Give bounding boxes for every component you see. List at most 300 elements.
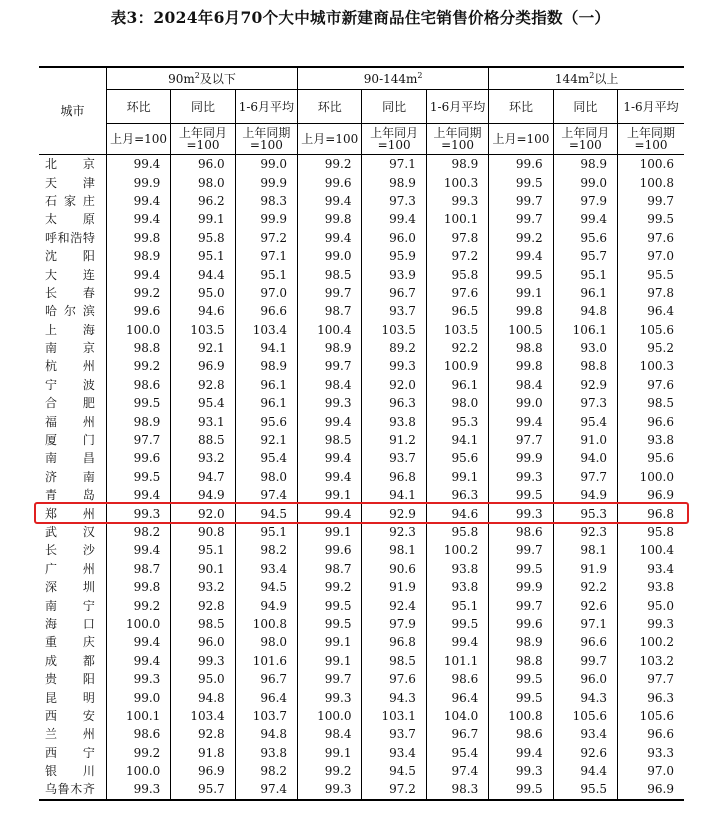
- index-value-cell: 99.5: [489, 670, 553, 688]
- index-value-cell: 99.4: [553, 210, 617, 228]
- index-value-cell: 95.8: [171, 229, 235, 247]
- index-value-cell: 98.1: [362, 541, 426, 559]
- base-period-header: 上年同期=100: [618, 124, 684, 155]
- index-value-cell: 97.6: [426, 284, 488, 302]
- index-value-cell: 92.9: [553, 376, 617, 394]
- index-value-cell: 96.4: [235, 688, 297, 706]
- metric-header: 1-6月平均: [235, 90, 297, 124]
- index-value-cell: 98.4: [489, 376, 553, 394]
- index-value-cell: 99.5: [106, 468, 170, 486]
- city-cell: 上海: [39, 321, 106, 339]
- index-value-cell: 103.5: [426, 321, 488, 339]
- index-value-cell: 99.0: [298, 247, 362, 265]
- index-value-cell: 103.4: [235, 321, 297, 339]
- index-value-cell: 99.4: [298, 192, 362, 210]
- index-value-cell: 96.9: [171, 357, 235, 375]
- index-value-cell: 93.8: [235, 744, 297, 762]
- table-row: [39, 339, 684, 357]
- index-value-cell: 95.8: [426, 523, 488, 541]
- index-value-cell: 92.8: [171, 376, 235, 394]
- index-value-cell: 98.4: [298, 376, 362, 394]
- index-value-cell: 93.7: [362, 302, 426, 320]
- index-value-cell: 95.2: [647, 341, 674, 356]
- index-value-cell: 95.5: [553, 780, 617, 799]
- city-cell: 贵阳: [39, 670, 106, 688]
- index-value-cell: 96.7: [362, 284, 426, 302]
- index-value-cell: 99.1: [426, 468, 488, 486]
- index-value-cell: 99.7: [647, 193, 674, 208]
- index-value-cell: 97.1: [553, 615, 617, 633]
- index-value-cell: 99.8: [489, 302, 553, 320]
- index-value-cell: 98.7: [298, 560, 362, 578]
- table-row: [39, 229, 684, 247]
- index-value-cell: 99.4: [106, 541, 170, 559]
- index-value-cell: 99.1: [298, 633, 362, 651]
- index-value-cell: 99.7: [489, 210, 553, 228]
- table-row: [39, 210, 684, 228]
- index-value-cell: 93.2: [171, 449, 235, 467]
- index-value-cell: 95.6: [426, 449, 488, 467]
- metric-header: 同比: [171, 90, 235, 124]
- index-value-cell: 96.9: [647, 488, 674, 503]
- city-cell: 昆明: [39, 688, 106, 706]
- index-value-cell: 94.9: [235, 596, 297, 614]
- index-value-cell: 95.1: [553, 265, 617, 283]
- index-value-cell: 92.4: [362, 596, 426, 614]
- base-period-header: 上月=100: [489, 124, 553, 155]
- index-value-cell: 106.1: [553, 321, 617, 339]
- index-value-cell: 92.3: [553, 523, 617, 541]
- index-value-cell: 95.0: [647, 598, 674, 613]
- index-value-cell: 96.6: [647, 414, 674, 429]
- index-value-cell: 95.6: [553, 229, 617, 247]
- index-value-cell: 97.1: [235, 247, 297, 265]
- index-value-cell: 93.4: [362, 744, 426, 762]
- table-row: [39, 321, 684, 339]
- index-value-cell: 93.8: [426, 578, 488, 596]
- index-value-cell: 96.4: [647, 304, 674, 319]
- index-value-cell: 98.2: [235, 541, 297, 559]
- index-value-cell: 96.3: [426, 486, 488, 504]
- index-value-cell: 96.0: [171, 155, 235, 174]
- metric-header: 1-6月平均: [426, 90, 488, 124]
- index-value-cell: 92.1: [235, 431, 297, 449]
- index-value-cell: 93.8: [426, 560, 488, 578]
- index-value-cell: 96.5: [426, 302, 488, 320]
- index-value-cell: 99.5: [489, 265, 553, 283]
- index-value-cell: 98.6: [489, 523, 553, 541]
- index-value-cell: 97.1: [362, 155, 426, 174]
- index-value-cell: 91.9: [362, 578, 426, 596]
- index-value-cell: 96.8: [647, 506, 674, 521]
- index-value-cell: 99.3: [489, 504, 553, 522]
- index-value-cell: 99.7: [489, 596, 553, 614]
- index-value-cell: 98.3: [426, 780, 488, 799]
- index-value-cell: 91.0: [553, 431, 617, 449]
- index-value-cell: 94.1: [235, 339, 297, 357]
- index-value-cell: 99.4: [106, 486, 170, 504]
- index-value-cell: 99.9: [489, 449, 553, 467]
- index-value-cell: 100.0: [106, 615, 170, 633]
- city-cell: 青岛: [39, 486, 106, 504]
- index-value-cell: 95.4: [553, 412, 617, 430]
- index-value-cell: 99.4: [106, 633, 170, 651]
- index-value-cell: 96.8: [362, 468, 426, 486]
- index-value-cell: 105.6: [639, 708, 674, 723]
- index-value-cell: 98.0: [171, 173, 235, 191]
- index-value-cell: 96.6: [553, 633, 617, 651]
- index-value-cell: 99.4: [489, 412, 553, 430]
- index-value-cell: 94.6: [426, 504, 488, 522]
- index-value-cell: 92.0: [171, 504, 235, 522]
- index-value-cell: 93.8: [362, 412, 426, 430]
- index-value-cell: 93.7: [362, 725, 426, 743]
- city-cell: 深圳: [39, 578, 106, 596]
- index-value-cell: 100.8: [639, 175, 674, 190]
- table-row: [39, 173, 684, 191]
- city-column-header: 城市: [39, 67, 106, 155]
- city-cell: 济南: [39, 468, 106, 486]
- table-row: [39, 578, 684, 596]
- index-value-cell: 100.9: [426, 357, 488, 375]
- index-value-cell: 96.9: [171, 762, 235, 780]
- city-cell: 厦门: [39, 431, 106, 449]
- index-value-cell: 97.2: [426, 247, 488, 265]
- index-value-cell: 98.6: [489, 725, 553, 743]
- city-cell: 福州: [39, 412, 106, 430]
- index-value-cell: 97.7: [647, 672, 674, 687]
- index-value-cell: 99.0: [106, 688, 170, 706]
- index-value-cell: 96.3: [647, 690, 674, 705]
- index-value-cell: 95.1: [235, 523, 297, 541]
- index-value-cell: 92.0: [362, 376, 426, 394]
- index-value-cell: 100.6: [639, 157, 674, 172]
- base-period-header: 上年同月=100: [553, 124, 617, 155]
- index-value-cell: 98.6: [106, 725, 170, 743]
- index-value-cell: 96.1: [235, 394, 297, 412]
- index-value-cell: 104.0: [426, 707, 488, 725]
- index-value-cell: 94.4: [553, 762, 617, 780]
- table-row: [39, 192, 684, 210]
- index-value-cell: 97.6: [647, 377, 674, 392]
- index-value-cell: 97.0: [235, 284, 297, 302]
- city-cell: 天津: [39, 173, 106, 191]
- index-value-cell: 99.8: [489, 357, 553, 375]
- index-value-cell: 99.6: [298, 541, 362, 559]
- index-value-cell: 103.2: [639, 653, 674, 668]
- city-cell: 兰州: [39, 725, 106, 743]
- base-period-header: 上年同月=100: [362, 124, 426, 155]
- index-value-cell: 95.0: [171, 284, 235, 302]
- index-value-cell: 99.5: [426, 615, 488, 633]
- index-value-cell: 98.5: [298, 265, 362, 283]
- index-value-cell: 95.8: [647, 525, 674, 539]
- index-value-cell: 99.4: [426, 633, 488, 651]
- index-value-cell: 97.7: [106, 431, 170, 449]
- index-value-cell: 98.3: [235, 192, 297, 210]
- base-period-header: 上年同期=100: [426, 124, 488, 155]
- group-header-90-144: $90-144m^2$: [298, 67, 489, 90]
- index-value-cell: 94.7: [171, 468, 235, 486]
- index-value-cell: 97.6: [362, 670, 426, 688]
- index-value-cell: 100.3: [639, 359, 674, 374]
- metric-header: 环比: [489, 90, 553, 124]
- index-value-cell: 91.2: [362, 431, 426, 449]
- index-value-cell: 99.5: [298, 615, 362, 633]
- index-value-cell: 92.2: [553, 578, 617, 596]
- city-cell: 武汉: [39, 523, 106, 541]
- table-row: [39, 302, 684, 320]
- table-row: [39, 449, 684, 467]
- index-value-cell: 96.1: [426, 376, 488, 394]
- index-value-cell: 90.1: [171, 560, 235, 578]
- index-value-cell: 99.0: [235, 155, 297, 174]
- index-value-cell: 96.3: [362, 394, 426, 412]
- index-value-cell: 97.2: [362, 780, 426, 799]
- table-row: [39, 468, 684, 486]
- table-row: [39, 762, 684, 780]
- index-value-cell: 99.9: [489, 578, 553, 596]
- index-value-cell: 100.5: [489, 321, 553, 339]
- index-value-cell: 95.4: [171, 394, 235, 412]
- base-period-header: 上月=100: [298, 124, 362, 155]
- index-value-cell: 99.2: [298, 155, 362, 174]
- index-value-cell: 99.0: [553, 173, 617, 191]
- table-row: [39, 394, 684, 412]
- index-value-cell: 99.1: [298, 652, 362, 670]
- index-value-cell: 97.3: [553, 394, 617, 412]
- index-value-cell: 91.8: [171, 744, 235, 762]
- index-value-cell: 92.6: [553, 596, 617, 614]
- group-header-under-90: $90m^2$及以下: [106, 67, 297, 90]
- index-value-cell: 99.3: [298, 688, 362, 706]
- index-value-cell: 99.4: [489, 744, 553, 762]
- index-value-cell: 99.3: [298, 780, 362, 799]
- table-row: [39, 560, 684, 578]
- index-value-cell: 98.8: [489, 339, 553, 357]
- index-value-cell: 97.8: [647, 285, 674, 300]
- index-value-cell: 99.4: [106, 652, 170, 670]
- index-value-cell: 95.7: [553, 247, 617, 265]
- index-value-cell: 96.0: [362, 229, 426, 247]
- index-value-cell: 98.9: [362, 173, 426, 191]
- index-value-cell: 100.2: [426, 541, 488, 559]
- index-value-cell: 95.6: [647, 451, 674, 466]
- index-value-cell: 100.1: [426, 210, 488, 228]
- index-value-cell: 97.7: [489, 431, 553, 449]
- index-value-cell: 96.0: [553, 670, 617, 688]
- index-value-cell: 103.5: [171, 321, 235, 339]
- index-value-cell: 95.4: [426, 744, 488, 762]
- index-value-cell: 99.1: [171, 210, 235, 228]
- index-value-cell: 94.8: [171, 688, 235, 706]
- index-value-cell: 99.7: [489, 541, 553, 559]
- index-value-cell: 94.1: [362, 486, 426, 504]
- index-value-cell: 99.2: [298, 578, 362, 596]
- index-value-cell: 99.4: [489, 247, 553, 265]
- index-value-cell: 103.1: [362, 707, 426, 725]
- index-value-cell: 98.2: [235, 762, 297, 780]
- index-value-cell: 97.2: [235, 229, 297, 247]
- index-value-cell: 96.2: [171, 192, 235, 210]
- table-row: [39, 652, 684, 670]
- city-cell: 合肥: [39, 394, 106, 412]
- metric-header: 同比: [362, 90, 426, 124]
- index-value-cell: 100.8: [235, 615, 297, 633]
- index-value-cell: 98.0: [235, 468, 297, 486]
- index-value-cell: 99.4: [106, 265, 170, 283]
- table-row: [39, 523, 684, 541]
- index-value-cell: 94.8: [553, 302, 617, 320]
- index-value-cell: 95.9: [362, 247, 426, 265]
- table-row: [39, 633, 684, 651]
- index-value-cell: 95.1: [171, 247, 235, 265]
- index-value-cell: 93.1: [171, 412, 235, 430]
- index-value-cell: 99.6: [489, 155, 553, 174]
- page-title: 表3：2024年6月70个大中城市新建商品住宅销售价格分类指数（一）: [110, 8, 611, 27]
- index-value-cell: 99.7: [553, 652, 617, 670]
- index-value-cell: 99.5: [489, 173, 553, 191]
- index-value-cell: 99.6: [298, 173, 362, 191]
- city-cell: 郑州: [39, 504, 106, 522]
- index-value-cell: 94.0: [553, 449, 617, 467]
- index-value-cell: 99.3: [106, 670, 170, 688]
- index-value-cell: 98.9: [489, 633, 553, 651]
- index-value-cell: 101.6: [235, 652, 297, 670]
- table-row: [39, 596, 684, 614]
- index-value-cell: 98.7: [298, 302, 362, 320]
- table-row: [39, 431, 684, 449]
- index-value-cell: 92.8: [171, 596, 235, 614]
- index-value-cell: 96.0: [171, 633, 235, 651]
- index-value-cell: 100.8: [489, 707, 553, 725]
- price-index-table: [39, 66, 684, 801]
- index-value-cell: 100.0: [639, 469, 674, 484]
- index-value-cell: 92.8: [171, 725, 235, 743]
- index-value-cell: 98.8: [489, 652, 553, 670]
- index-value-cell: 97.8: [426, 229, 488, 247]
- index-value-cell: 97.6: [647, 230, 674, 245]
- index-value-cell: 99.5: [298, 596, 362, 614]
- index-value-cell: 99.6: [106, 449, 170, 467]
- index-value-cell: 97.7: [553, 468, 617, 486]
- city-cell: 南昌: [39, 449, 106, 467]
- index-value-cell: 98.1: [553, 541, 617, 559]
- index-value-cell: 97.0: [647, 249, 674, 264]
- index-value-cell: 99.7: [298, 357, 362, 375]
- index-value-cell: 93.9: [362, 265, 426, 283]
- table-row: [39, 670, 684, 688]
- index-value-cell: 95.7: [171, 780, 235, 799]
- index-value-cell: 98.9: [106, 247, 170, 265]
- index-value-cell: 96.6: [647, 727, 674, 742]
- city-cell: 长沙: [39, 541, 106, 559]
- table-row: [39, 707, 684, 725]
- index-value-cell: 94.1: [426, 431, 488, 449]
- index-value-cell: 98.2: [106, 523, 170, 541]
- index-value-cell: 95.1: [171, 541, 235, 559]
- index-value-cell: 95.6: [235, 412, 297, 430]
- index-value-cell: 99.2: [106, 744, 170, 762]
- city-cell: 海口: [39, 615, 106, 633]
- index-value-cell: 93.3: [647, 745, 674, 760]
- index-value-cell: 99.2: [489, 229, 553, 247]
- city-cell: 杭州: [39, 357, 106, 375]
- index-value-cell: 100.0: [298, 707, 362, 725]
- index-value-cell: 98.5: [362, 652, 426, 670]
- table-row: [39, 247, 684, 265]
- index-value-cell: 99.2: [298, 762, 362, 780]
- index-value-cell: 96.1: [553, 284, 617, 302]
- index-value-cell: 94.5: [235, 578, 297, 596]
- index-value-cell: 96.7: [235, 670, 297, 688]
- index-value-cell: 98.4: [298, 725, 362, 743]
- index-value-cell: 91.9: [553, 560, 617, 578]
- index-value-cell: 94.3: [362, 688, 426, 706]
- table-row: [39, 615, 684, 633]
- index-value-cell: 99.4: [298, 468, 362, 486]
- index-value-cell: 99.1: [489, 284, 553, 302]
- index-value-cell: 93.4: [647, 561, 674, 576]
- city-cell: 北京: [39, 155, 106, 174]
- index-value-cell: 99.5: [489, 560, 553, 578]
- index-value-cell: 94.9: [553, 486, 617, 504]
- index-value-cell: 99.1: [298, 486, 362, 504]
- index-value-cell: 94.4: [171, 265, 235, 283]
- index-value-cell: 98.7: [106, 560, 170, 578]
- index-value-cell: 92.1: [171, 339, 235, 357]
- index-value-cell: 94.5: [235, 504, 297, 522]
- index-value-cell: 99.3: [489, 468, 553, 486]
- index-value-cell: 99.5: [489, 688, 553, 706]
- index-value-cell: 99.8: [106, 229, 170, 247]
- city-cell: 宁波: [39, 376, 106, 394]
- index-value-cell: 99.6: [489, 615, 553, 633]
- index-value-cell: 103.4: [171, 707, 235, 725]
- index-value-cell: 100.4: [298, 321, 362, 339]
- index-value-cell: 98.5: [647, 396, 674, 411]
- index-value-cell: 99.4: [298, 504, 362, 522]
- city-cell: 大连: [39, 265, 106, 283]
- index-value-cell: 98.6: [106, 376, 170, 394]
- index-value-cell: 95.1: [426, 596, 488, 614]
- index-value-cell: 97.4: [426, 762, 488, 780]
- index-value-cell: 98.8: [106, 339, 170, 357]
- index-value-cell: 98.9: [106, 412, 170, 430]
- index-value-cell: 93.0: [553, 339, 617, 357]
- index-value-cell: 96.9: [647, 782, 674, 797]
- city-cell: 南宁: [39, 596, 106, 614]
- index-value-cell: 93.8: [647, 580, 674, 595]
- table-row: [39, 780, 684, 799]
- index-value-cell: 97.4: [235, 780, 297, 799]
- city-cell: 西宁: [39, 744, 106, 762]
- base-period-header: 上年同月=100: [171, 124, 235, 155]
- metric-header: 同比: [553, 90, 617, 124]
- index-value-cell: 98.0: [235, 633, 297, 651]
- index-value-cell: 96.8: [362, 633, 426, 651]
- table-row: [39, 376, 684, 394]
- index-value-cell: 99.4: [106, 210, 170, 228]
- index-value-cell: 99.4: [298, 412, 362, 430]
- index-value-cell: 99.8: [106, 578, 170, 596]
- index-value-cell: 99.2: [106, 284, 170, 302]
- index-value-cell: 100.4: [639, 543, 674, 558]
- index-value-cell: 105.6: [553, 707, 617, 725]
- city-cell: 哈尔滨: [39, 302, 106, 320]
- index-value-cell: 95.1: [235, 265, 297, 283]
- index-value-cell: 95.3: [426, 412, 488, 430]
